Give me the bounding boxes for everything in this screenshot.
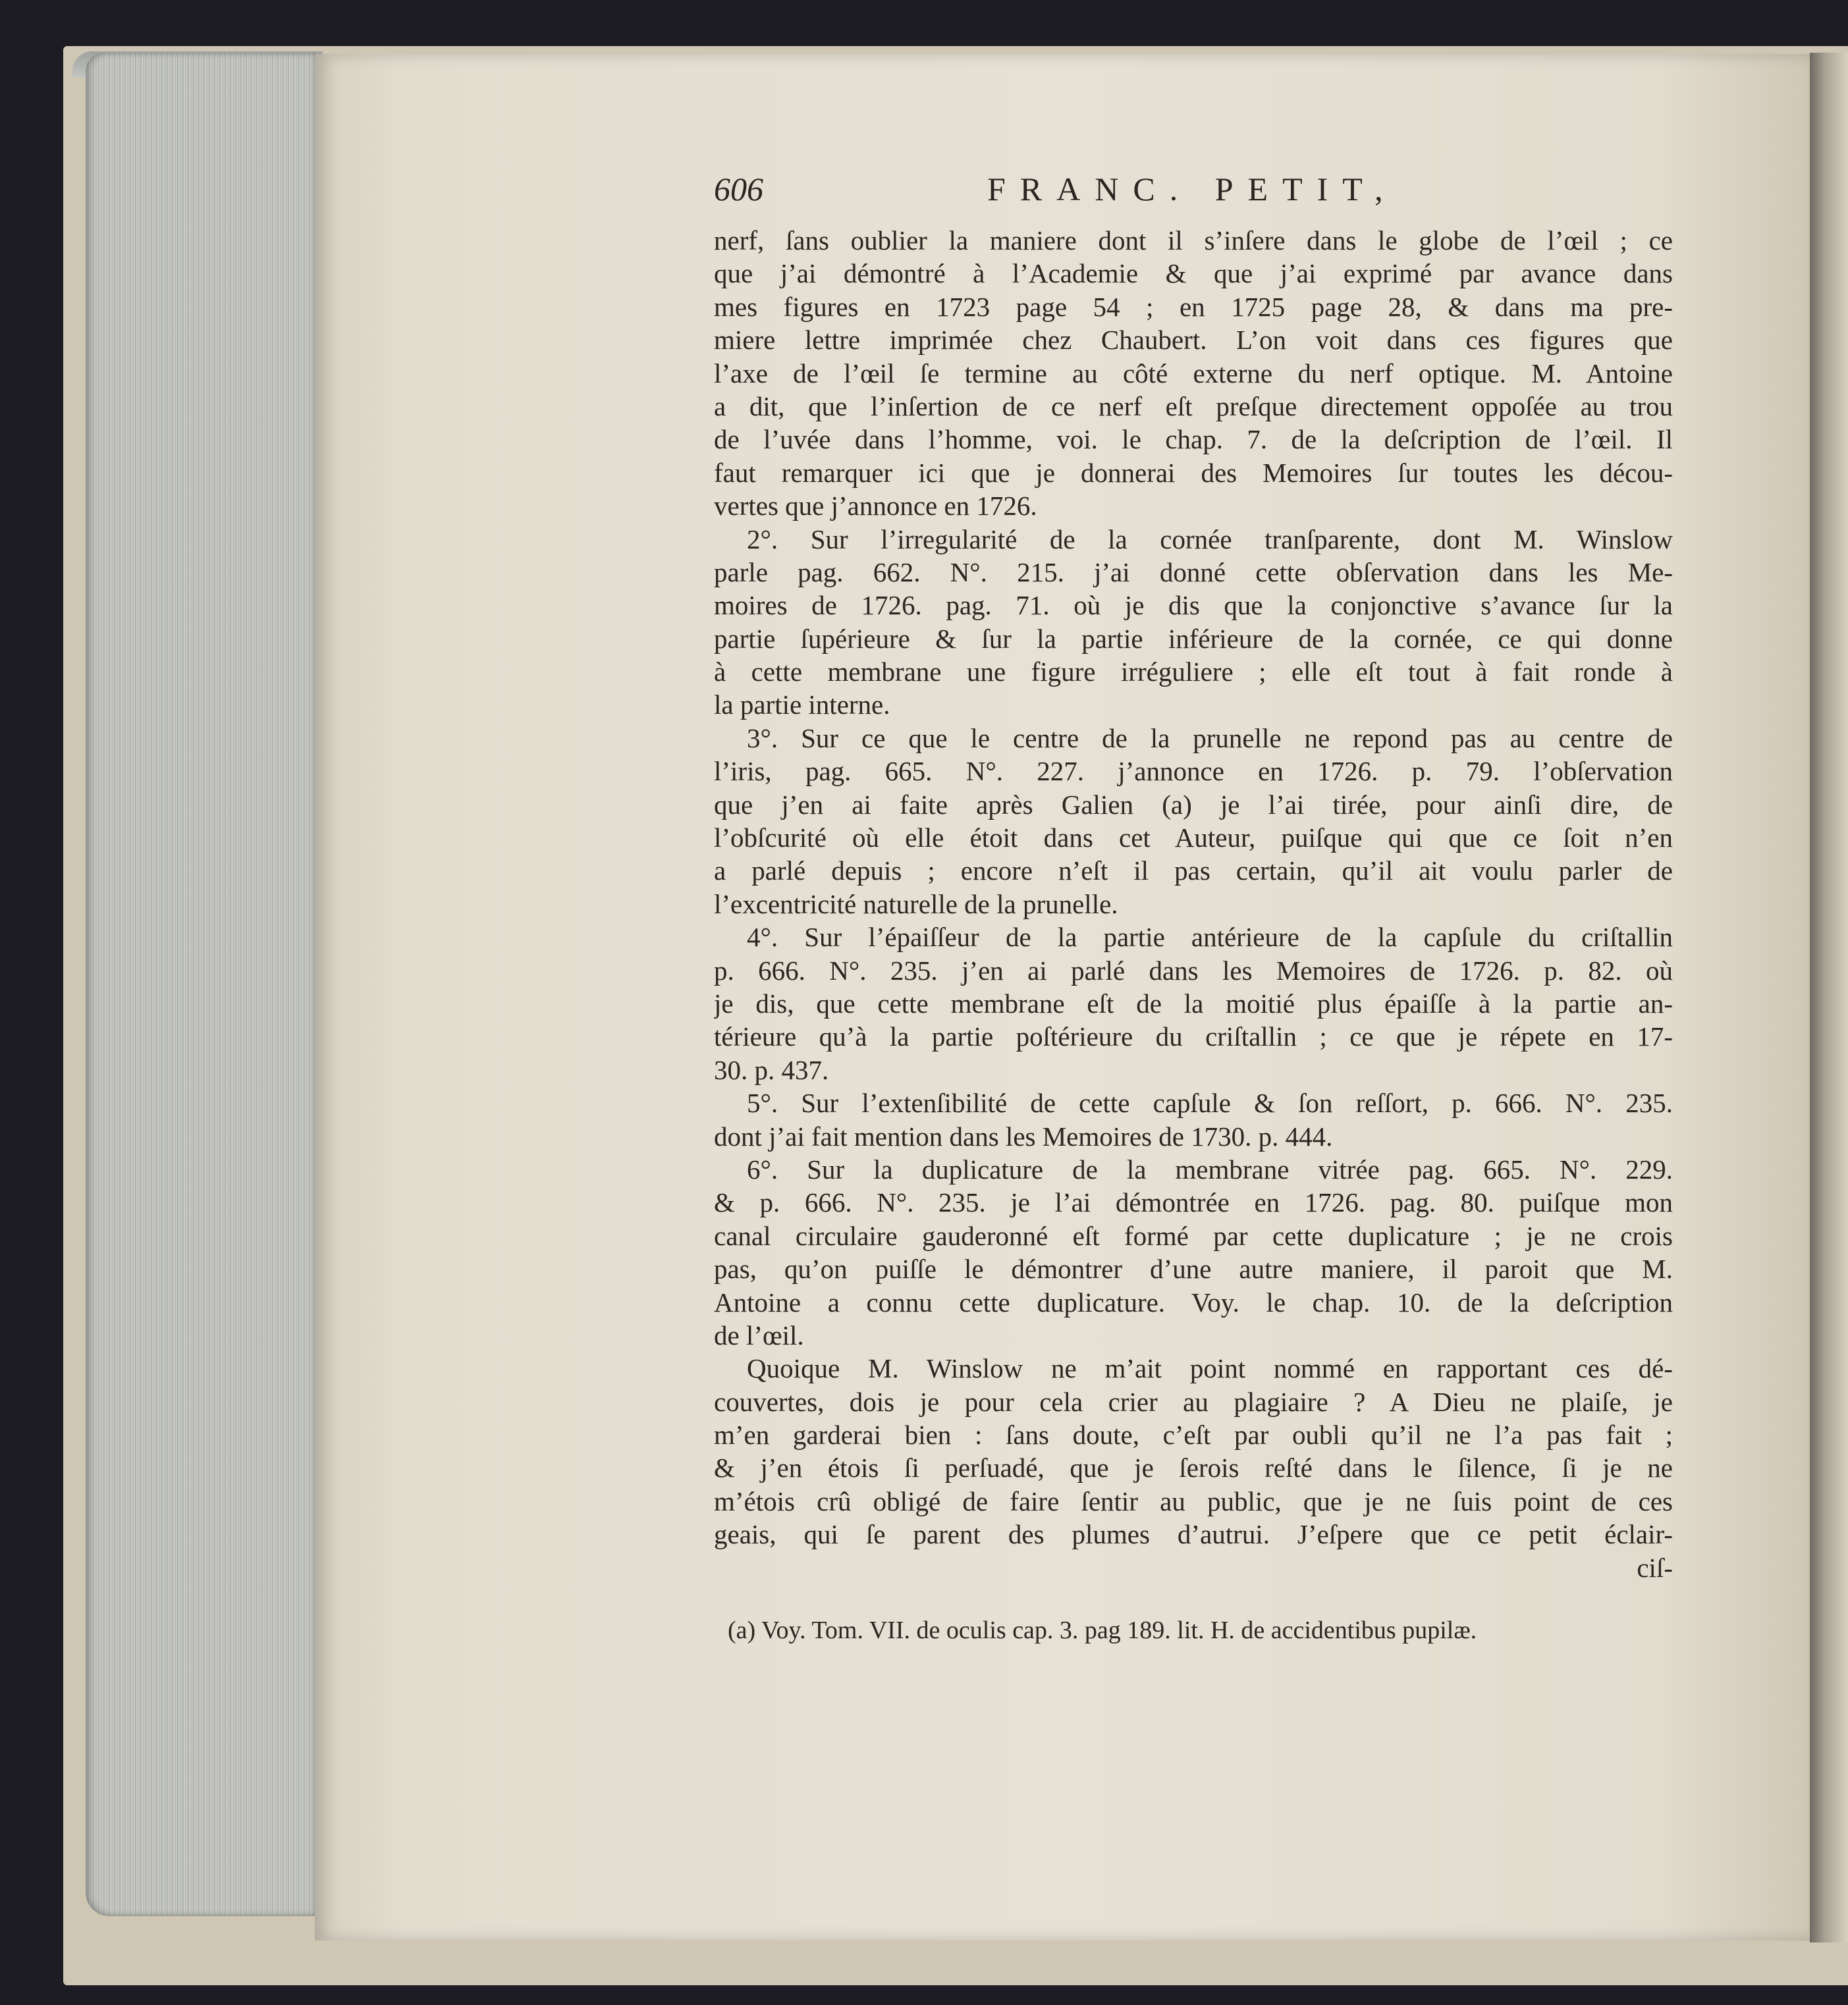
text-line: a dit, que l’inſertion de ce nerf eſt preſque directement oppoſée au trou <box>714 390 1673 421</box>
text-line: parle pag. 662. N°. 215. j’ai donné cette obſervation dans les Me- <box>714 556 1673 587</box>
text-line: de l’œil. <box>714 1320 804 1350</box>
text-line: 30. p. 437. <box>714 1054 829 1085</box>
text-line: l’obſcurité où elle étoit dans cet Auteur, puiſque qui que ce ſoit n’en <box>714 822 1673 853</box>
running-head: FRANC. PETIT, <box>987 171 1398 207</box>
text-line: p. 666. N°. 235. j’en ai parlé dans les Memoires de 1726. p. 82. où <box>714 955 1673 986</box>
text-line: m’étois crû obligé de faire ſentir au public, que je ne ſuis point de ces <box>714 1485 1673 1516</box>
text-line: l’axe de l’œil ſe termine au côté externe du nerf optique. M. Antoine <box>714 358 1673 388</box>
text-line: à cette membrane une figure irréguliere ; elle eſt tout à fait ronde à <box>714 656 1673 687</box>
text-line: dont j’ai fait mention dans les Memoires de 1730. p. 444. <box>714 1121 1333 1152</box>
text-line: miere lettre imprimée chez Chaubert. L’on voit dans ces figures que <box>714 325 1673 356</box>
text-line: nerf, ſans oublier la maniere dont il s’inſere dans le globe de l’œil ; ce <box>714 225 1673 255</box>
text-line: 2°. Sur l’irregularité de la cornée tranſparente, dont M. Winslow <box>747 523 1673 554</box>
text-line: térieure qu’à la partie poſtérieure du criſtallin ; ce que je répete en 17- <box>714 1021 1673 1052</box>
text-line: & j’en étois ſi perſuadé, que je ſerois reſté dans le ſilence, ſi je ne <box>714 1453 1673 1484</box>
text-line: mes figures en 1723 page 54 ; en 1725 page 28, & dans ma pre- <box>714 291 1673 322</box>
catchword: ciſ- <box>1637 1552 1673 1583</box>
text-line: geais, qui ſe parent des plumes d’autrui. J’eſpere que ce petit éclair- <box>714 1519 1673 1550</box>
body-text <box>714 224 1673 1583</box>
page-number: 606 <box>714 171 763 207</box>
text-line: vertes que j’annonce en 1726. <box>714 491 1037 521</box>
text-line: pas, qu’on puiſſe le démontrer d’une autre maniere, il paroit que M. <box>714 1254 1673 1285</box>
page-header <box>714 170 1728 216</box>
text-line: 6°. Sur la duplicature de la membrane vitrée pag. 665. N°. 229. <box>747 1154 1673 1185</box>
text-line: couvertes, dois je pour cela crier au plagiaire ? A Dieu ne plaiſe, je <box>714 1386 1673 1417</box>
footnote: (a) Voy. Tom. VII. de oculis cap. 3. pag 189. lit. H. de accidentibus pupilæ. <box>728 1617 1477 1644</box>
text-line: & p. 666. N°. 235. je l’ai démontrée en 1726. pag. 80. puiſque mon <box>714 1187 1673 1218</box>
text-line: a parlé depuis ; encore n’eſt il pas certain, qu’il ait voulu parler de <box>714 855 1673 886</box>
text-line: canal circulaire gauderonné eſt formé par cette duplicature ; je ne crois <box>714 1220 1673 1251</box>
text-line: faut remarquer ici que je donnerai des Memoires ſur toutes les décou- <box>714 457 1673 488</box>
facing-page-gutter <box>1810 53 1848 1942</box>
text-line: de l’uvée dans l’homme, voi. le chap. 7. de la deſcription de l’œil. Il <box>714 424 1673 455</box>
page-edges <box>86 53 316 1916</box>
text-line: 4°. Sur l’épaiſſeur de la partie antérieure de la capſule du criſtallin <box>747 922 1673 953</box>
text-line: 5°. Sur l’extenſibilité de cette capſule & ſon reſſort, p. 666. N°. 235. <box>747 1088 1673 1119</box>
text-line: partie ſupérieure & ſur la partie inférieure de la cornée, ce qui donne <box>714 623 1673 654</box>
text-line: l’iris, pag. 665. N°. 227. j’annonce en 1726. p. 79. l’obſervation <box>714 756 1673 787</box>
text-line: la partie interne. <box>714 689 890 720</box>
text-line: l’excentricité naturelle de la prunelle. <box>714 888 1118 919</box>
text-line: m’en garderai bien : ſans doute, c’eſt par oubli qu’il ne l’a pas fait ; <box>714 1420 1673 1451</box>
text-line: que j’en ai faite après Galien (a) je l’ai tirée, pour ainſi dire, de <box>714 789 1673 820</box>
text-line: Quoique M. Winslow ne m’ait point nommé en rapportant ces dé- <box>747 1353 1673 1384</box>
text-line: 3°. Sur ce que le centre de la prunelle ne repond pas au centre de <box>747 722 1673 753</box>
text-line: Antoine a connu cette duplicature. Voy. le chap. 10. de la deſcription <box>714 1287 1673 1318</box>
text-line: je dis, que cette membrane eſt de la moitié plus épaiſſe à la partie an- <box>714 988 1673 1019</box>
text-line: que j’ai démontré à l’Academie & que j’ai exprimé par avance dans <box>714 258 1673 289</box>
text-line: moires de 1726. pag. 71. où je dis que la conjonctive s’avance ſur la <box>714 590 1673 621</box>
